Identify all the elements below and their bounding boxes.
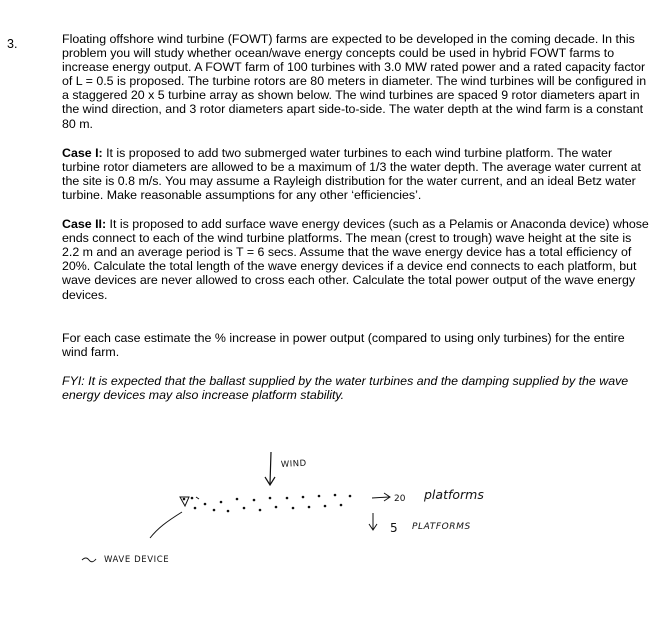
- turbine-dot: [286, 497, 289, 500]
- turbine-dot: [340, 504, 343, 507]
- turbine-array-sketch: [0, 440, 655, 580]
- wind-label: WIND: [280, 458, 307, 470]
- case-2-paragraph: [62, 217, 650, 302]
- problem-text: [62, 32, 650, 402]
- platforms-20-label: platforms: [424, 487, 484, 502]
- turbine-dot: [204, 503, 207, 506]
- turbine-dot: [324, 505, 327, 508]
- turbine-dot: [302, 496, 305, 499]
- turbine-dot: [269, 497, 272, 500]
- turbine-dot: [253, 499, 256, 502]
- intro-paragraph: Floating offshore wind turbine (FOWT) farms are expected to be developed in the coming decade. In this problem you will study whether ocean/wave energy concepts could be used in hybrid FOWT farms to increase energy output. A FOWT farm of 100 turbines with 3.0 MW rated power and a rated capacity factor of L = 0.5 is proposed. The turbine rotors are 80 meters in diameter. The wind turbines will be configured in a staggered 20 x 5 turbine array as shown below. The wind turbines are spaced 9 rotor diameters apart in the wind direction, and 3 rotor diameters apart side-to-side. The water depth at the wind farm is a constant 80 m.: [62, 32, 647, 131]
- turbine-dot: [292, 507, 295, 510]
- turbine-dot: [220, 501, 223, 504]
- turbine-dot: [183, 498, 186, 501]
- question-number: 3.: [7, 37, 18, 51]
- right-arrow-icon: [372, 493, 390, 501]
- turbine-dot: [275, 506, 278, 509]
- turbine-dot: [308, 506, 311, 509]
- down-arrow-icon: [369, 513, 377, 530]
- case-2-text: It is proposed to add surface wave energy devices (such as a Pelamis or Anaconda device) whose ends connect to each of the wind turbine platforms. The mean (crest to trough) wave height at the site is 2.2 m and an average period is T = 6 secs. Assume that the wave energy device has a total efficiency of 20%. Calculate the total length of the wave energy devices if a device end connects to each platform, but wave devices are never allowed to cross each other. Calculate the total power output of the wave energy devices.: [62, 217, 649, 302]
- turbine-array: [183, 494, 352, 513]
- turbine-dot: [259, 509, 262, 512]
- wave-device-label: WAVE DEVICE: [104, 555, 170, 565]
- turbine-dot: [334, 494, 337, 497]
- turbine-dot: [236, 498, 239, 501]
- turbine-dot: [227, 510, 230, 513]
- turbine-dot: [243, 507, 246, 510]
- turbine-dot: [213, 509, 216, 512]
- wave-line-icon: [82, 558, 96, 562]
- fyi-paragraph: FYI: It is expected that the ballast supplied by the water turbines and the damping supplied by the wave energy devices may also increase platform stability.: [62, 373, 629, 402]
- platforms-5-count: 5: [390, 521, 398, 535]
- turbine-dot: [194, 507, 197, 510]
- turbine-dot: [349, 495, 352, 498]
- wind-arrow-icon: [265, 452, 275, 485]
- case-2-label: Case II:: [62, 217, 107, 232]
- turbine-dot: [318, 495, 321, 498]
- estimate-paragraph: For each case estimate the % increase in power output (compared to using only turbines) for the entire wind farm.: [62, 330, 625, 359]
- platforms-20-count: 20: [394, 494, 406, 504]
- platforms-5-label: PLATFORMS: [412, 522, 471, 532]
- case-1-paragraph: [62, 146, 650, 202]
- case-1-text: It is proposed to add two submerged water turbines to each wind turbine platform. The water turbine rotor diameters are allowed to be a maximum of 1/3 the water depth. The average water current at the site is 0.8 m/s. You may assume a Rayleigh distribution for the water current, and an ideal Betz water turbine. Make reasonable assumptions for any other ‘efficiencies’.: [62, 145, 641, 202]
- case-1-label: Case I:: [62, 145, 103, 160]
- turbine-dot: [191, 497, 194, 500]
- wave-device-sketch: [150, 497, 199, 538]
